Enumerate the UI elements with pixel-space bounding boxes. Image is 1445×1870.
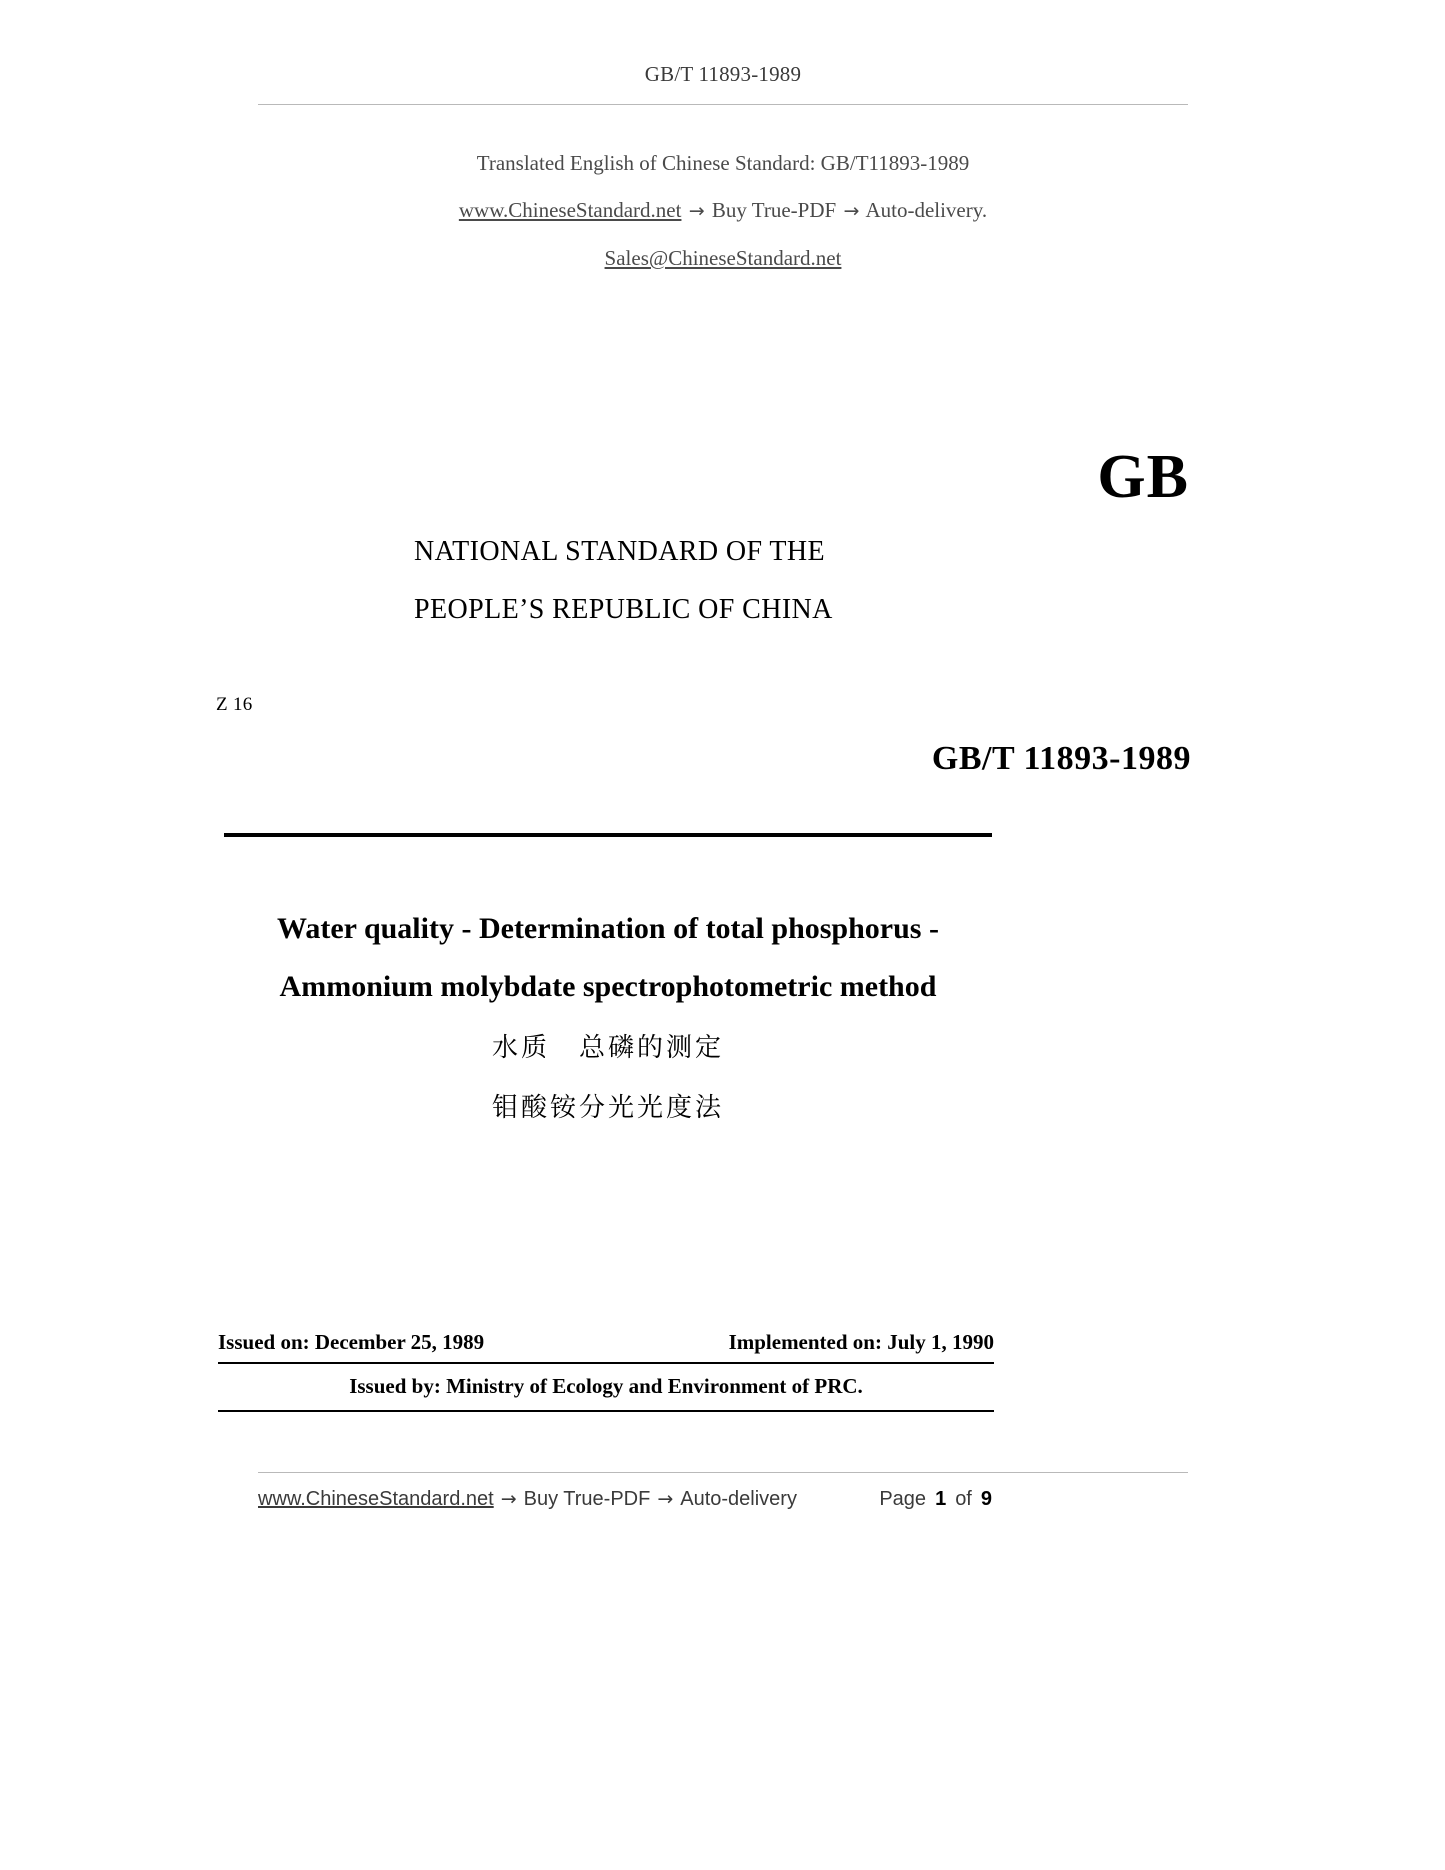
promo-email-link[interactable]: Sales@ChineseStandard.net <box>604 246 842 270</box>
footer-buy-label: Buy True-PDF <box>523 1488 651 1510</box>
implemented-on-label: Implemented on: July 1, 1990 <box>728 1330 994 1354</box>
issued-by-rule <box>218 1410 994 1412</box>
footer-delivery-label: Auto-delivery <box>680 1488 797 1510</box>
running-header-standard-ref: GB/T 11893-1989 <box>644 62 802 86</box>
page-footer <box>258 1488 1188 1511</box>
title-english-line-1: Water quality - Determination of total phosphorus - <box>277 912 939 945</box>
issued-by-label: Issued by: Ministry of Ecology and Environment of PRC. <box>349 1374 863 1398</box>
footer-divider <box>258 1472 1188 1473</box>
title-top-rule <box>224 833 992 837</box>
title-chinese-line-1: 水质 总磷的测定 <box>491 1033 724 1063</box>
arrow-right-icon: → <box>688 200 705 222</box>
title-english <box>224 900 992 1016</box>
classification-code: Z 16 <box>216 694 253 715</box>
issue-row-rule <box>218 1362 994 1364</box>
page-word: Page <box>879 1488 927 1510</box>
arrow-right-icon-3: → <box>500 1488 517 1510</box>
promo-block <box>258 140 1188 282</box>
promo-delivery-label: Auto-delivery. <box>865 198 988 222</box>
issue-row <box>218 1330 994 1355</box>
gb-mark: GB <box>1097 443 1189 511</box>
promo-links-line <box>258 187 1188 235</box>
promo-buy-label: Buy True-PDF <box>711 198 837 222</box>
authority-line-2: PEOPLE’S REPUBLIC OF CHINA <box>414 594 833 625</box>
title-chinese-line-2: 钼酸铵分光光度法 <box>491 1093 724 1123</box>
promo-translated-line: Translated English of Chinese Standard: GB/T11893-1989 <box>476 151 970 175</box>
issued-on-label: Issued on: December 25, 1989 <box>218 1330 485 1354</box>
page-total: 9 <box>980 1488 992 1510</box>
page-number: 1 <box>935 1488 947 1510</box>
promo-email-line <box>258 235 1188 282</box>
standard-number: GB/T 11893-1989 <box>931 740 1191 777</box>
arrow-right-icon-4: → <box>657 1488 674 1510</box>
header-divider <box>258 104 1188 105</box>
arrow-right-icon-2: → <box>843 200 860 222</box>
promo-site-link[interactable]: www.ChineseStandard.net <box>458 198 682 222</box>
footer-promo <box>258 1488 797 1511</box>
page-indicator <box>879 1488 992 1511</box>
title-chinese <box>224 1018 992 1138</box>
title-english-line-2: Ammonium molybdate spectrophotometric method <box>279 970 937 1003</box>
footer-site-link[interactable]: www.ChineseStandard.net <box>258 1488 494 1510</box>
authority-line-1: NATIONAL STANDARD OF THE <box>414 536 826 567</box>
of-word: of <box>955 1488 972 1510</box>
